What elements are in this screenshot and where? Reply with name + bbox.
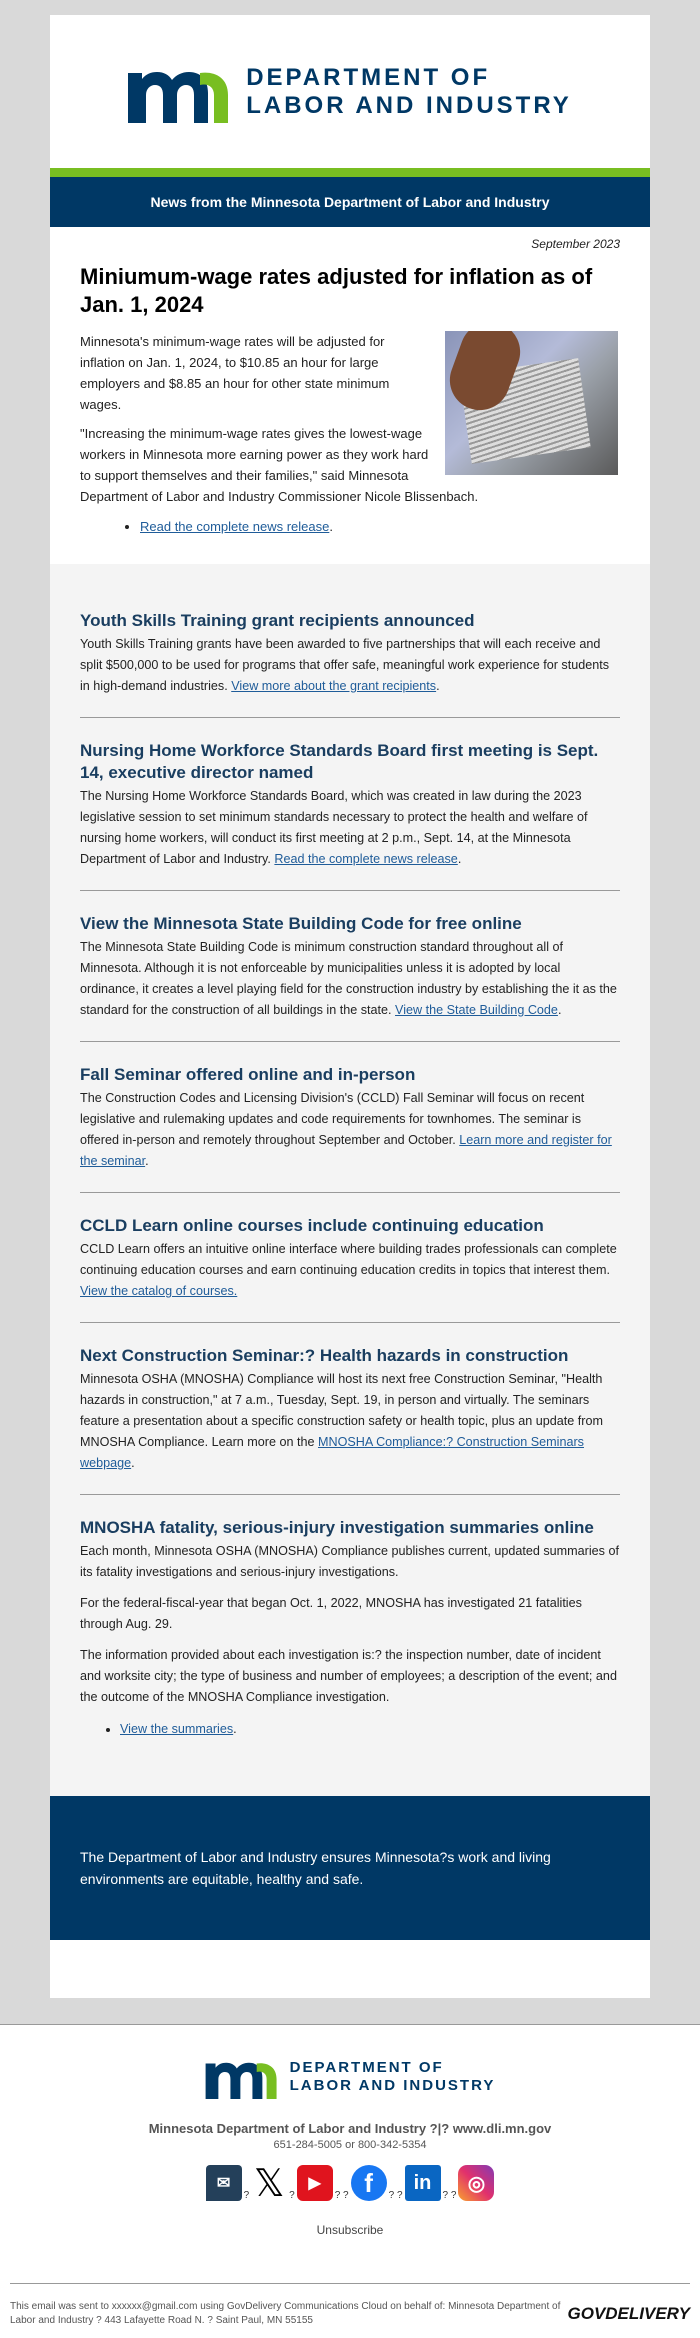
- news-item: Nursing Home Workforce Standards Board first meeting is Sept. 14, executive director named The Nursing Home Workforce Standards Board, which was created in law during the 2023 legislative session to set minimum standards necessary to protect the health and welfare of nursing home workers, will conduct its first meeting at 2 p.m., Sept. 14, at the Minnesota Department of Labor and Industry. Read the complete news release.: [80, 718, 620, 891]
- news-item: [80, 1193, 620, 1323]
- mission-statement: The Department of Labor and Industry ensures Minnesota?s work and living environments are equitable, healthy and safe.: [50, 1796, 650, 1940]
- lead-paragraph-2: "Increasing the minimum-wage rates gives the lowest-wage workers in Minnesota more earning power as they work hard to support themselves and their families," said Minnesota Department of Labor and Industry Commissioner Nicole Blissenbach.: [80, 426, 479, 504]
- item-title: Nursing Home Workforce Standards Board first meeting is Sept. 14, executive director named: [80, 741, 599, 782]
- legal-footer: [10, 2283, 690, 2338]
- govdelivery-logo: GOVDELIVERY: [567, 2304, 690, 2323]
- news-item: MNOSHA fatality, serious-injury investigation summaries online Each month, Minnesota OSHA (MNOSHA) Compliance publishes current, updated summaries of its fatality investigations and serious-injury investigations. For the federal-fiscal-year that began Oct. 1, 2022, MNOSHA has investigated 21 fatalities through Aug. 29. The information provided about each investigation is:? the inspection number, date of incident and worksite city; the type of business and number of employees; a description of the event; and the outcome of the MNOSHA Compliance investigation. • View the summaries.: [80, 1495, 620, 1756]
- item-text: Each month, Minnesota OSHA (MNOSHA) Compliance publishes current, updated summaries of its fatality investigations and serious-injury investigations.: [80, 1544, 619, 1579]
- news-banner: News from the Minnesota Department of Labor and Industry: [50, 177, 650, 227]
- item-title: Next Construction Seminar:? Health hazards in construction: [80, 1346, 569, 1365]
- lead-article: September 2023 Miniumum-wage rates adjusted for inflation as of Jan. 1, 2024 Minnesota's minimum-wage rates will be adjusted for inflation on Jan. 1, 2024, to $10.85 an hour for large employers and $8.85 an hour for other state minimum wages. "Increasing the minimum-wage rates gives the lowest-wage workers in Minnesota more earning power as they work hard to support themselves and their families," said Minnesota Department of Labor and Industry Commissioner Nicole Blissenbach. • Read the complete news release.: [50, 227, 650, 564]
- facebook-icon[interactable]: f: [351, 2165, 387, 2201]
- x-twitter-icon[interactable]: 𝕏: [253, 2162, 285, 2205]
- email-subscribe-icon[interactable]: ✉: [206, 2165, 242, 2201]
- item-title: CCLD Learn online courses include continuing education: [80, 1216, 544, 1235]
- item-link[interactable]: Read the complete news release: [274, 852, 458, 866]
- item-text: The Nursing Home Workforce Standards Board, which was created in law during the 2023 legislative session to set minimum standards necessary to protect the health and welfare of nursing home workers, will conduct its first meeting at 2 p.m., Sept. 14, at the Minnesota Department of Labor and Industry.: [80, 789, 588, 866]
- linkedin-icon[interactable]: in: [405, 2165, 441, 2201]
- item-link[interactable]: View the catalog of courses.: [80, 1284, 238, 1298]
- legal-text: This email was sent to xxxxxx@gmail.com using GovDelivery Communications Cloud on behalf of: Minnesota Department of Labor and Industry ? 443 Lafayette Road N. ? Saint Paul, MN 55155: [10, 2301, 561, 2326]
- item-title: Fall Seminar offered online and in-person: [80, 1065, 416, 1084]
- unsubscribe-link[interactable]: Unsubscribe: [316, 2223, 384, 2237]
- issue-date: September 2023: [531, 237, 620, 251]
- social-links: ✉ ? 𝕏 ? ▶ ? ? f ? ? in ? ? ◎: [0, 2165, 700, 2201]
- logo-line1: DEPARTMENT OF: [289, 2059, 444, 2076]
- footer-phone: 651-284-5005 or 800-342-5354: [273, 2139, 427, 2151]
- logo-line2: LABOR AND INDUSTRY: [289, 2077, 496, 2094]
- lead-title: Miniumum-wage rates adjusted for inflation as of Jan. 1, 2024: [80, 264, 593, 317]
- instagram-icon[interactable]: ◎: [458, 2165, 494, 2201]
- news-item: Youth Skills Training grant recipients announced Youth Skills Training grants have been awarded to five partnerships that will each receive and split $500,000 to be used for programs that offer safe, meaningful work experience for students in high-demand industries. View more about the grant recipients.: [80, 588, 620, 718]
- item-title: Youth Skills Training grant recipients announced: [80, 611, 475, 630]
- logo-line2: LABOR AND INDUSTRY: [246, 91, 572, 119]
- footer: [0, 2024, 700, 2338]
- item-title: MNOSHA fatality, serious-injury investigation summaries online: [80, 1518, 594, 1537]
- view-summaries-link[interactable]: View the summaries: [120, 1722, 234, 1736]
- item-title: View the Minnesota State Building Code for free online: [80, 914, 522, 933]
- item-link[interactable]: Learn more and register for the seminar: [80, 1133, 612, 1168]
- news-item: Next Construction Seminar:? Health hazards in construction Minnesota OSHA (MNOSHA) Compliance will host its next free Construction Seminar, "Health hazards in construction," at 7 a.m., Tuesday, Sept. 19, in person and virtually. The seminars feature a presentation about a specific construction safety or health topic, plus an update from MNOSHA Compliance. Learn more on the MNOSHA Compliance:? Construction Seminars webpage.: [80, 1323, 620, 1495]
- item-text: The Construction Codes and Licensing Division's (CCLD) Fall Seminar will focus on recent legislative and rulemaking updates and code requirements for townhomes. The seminar is offered in-person and remotely throughout September and October.: [80, 1091, 585, 1147]
- item-text: Youth Skills Training grants have been awarded to five partnerships that will each receive and split $500,000 to be used for programs that offer safe, meaningful work experience for students in high-demand industries.: [80, 637, 610, 693]
- lead-paragraph-1: Minnesota's minimum-wage rates will be adjusted for inflation on Jan. 1, 2024, to $10.85 an hour for large employers and $8.85 an hour for other state minimum wages.: [80, 334, 390, 412]
- item-text: The information provided about each investigation is:? the inspection number, date of incident and worksite city; the type of business and number of employees; a description of the event; and the outcome of the MNOSHA Compliance investigation.: [80, 1648, 617, 1704]
- item-link[interactable]: MNOSHA Compliance:? Construction Seminars webpage: [80, 1435, 584, 1470]
- news-item: Fall Seminar offered online and in-person The Construction Codes and Licensing Division's (CCLD) Fall Seminar will focus on recent legislative and rulemaking updates and code requirements for townhomes. The seminar is offered in-person and remotely throughout September and October. Learn more and register for the seminar.: [80, 1042, 620, 1193]
- item-link[interactable]: View more about the grant recipients: [231, 679, 437, 693]
- youtube-icon[interactable]: ▶: [297, 2165, 333, 2201]
- green-divider: [50, 168, 650, 177]
- item-text: For the federal-fiscal-year that began Oct. 1, 2022, MNOSHA has investigated 21 fatalities through Aug. 29.: [80, 1596, 582, 1631]
- header-logo: [50, 15, 650, 168]
- footer-logo: [0, 2055, 700, 2099]
- news-item: View the Minnesota State Building Code for free online The Minnesota State Building Code is minimum construction standard throughout all of Minnesota. Although it is not enforceable by municipalities unless it is adopted by local ordinance, it creates a level playing field for the construction industry by establishing the it as the standard for the construction of all buildings in the state. View the State Building Code.: [80, 891, 620, 1042]
- newsletter-card: [50, 15, 650, 1998]
- mn-logo-icon: [205, 2055, 280, 2099]
- mn-logo-icon: [128, 61, 232, 123]
- footer-org: Minnesota Department of Labor and Industry ?|? www.dli.mn.gov: [148, 2121, 552, 2136]
- news-items: [50, 564, 650, 1796]
- logo-line1: DEPARTMENT OF: [246, 63, 491, 91]
- item-link[interactable]: View the State Building Code: [395, 1003, 558, 1017]
- item-text: The Minnesota State Building Code is minimum construction standard throughout all of Minnesota. Although it is not enforceable by municipalities unless it is adopted by local ordinance, it creates a level playing field for the construction industry by establishing the it as the standard for the construction of all buildings in the state.: [80, 940, 617, 1017]
- money-photo: [445, 331, 618, 475]
- lead-news-release-link[interactable]: Read the complete news release: [140, 519, 330, 534]
- item-text: CCLD Learn offers an intuitive online interface where building trades professionals can complete continuing education courses and earn continuing education credits in topics that interest them.: [80, 1242, 617, 1277]
- item-text: Minnesota OSHA (MNOSHA) Compliance will host its next free Construction Seminar, "Health hazards in construction," at 7 a.m., Tuesday, Sept. 19, in person and virtually. The seminars feature a presentation about a specific construction safety or health topic, plus an update from MNOSHA Compliance. Learn more on the: [80, 1372, 603, 1449]
